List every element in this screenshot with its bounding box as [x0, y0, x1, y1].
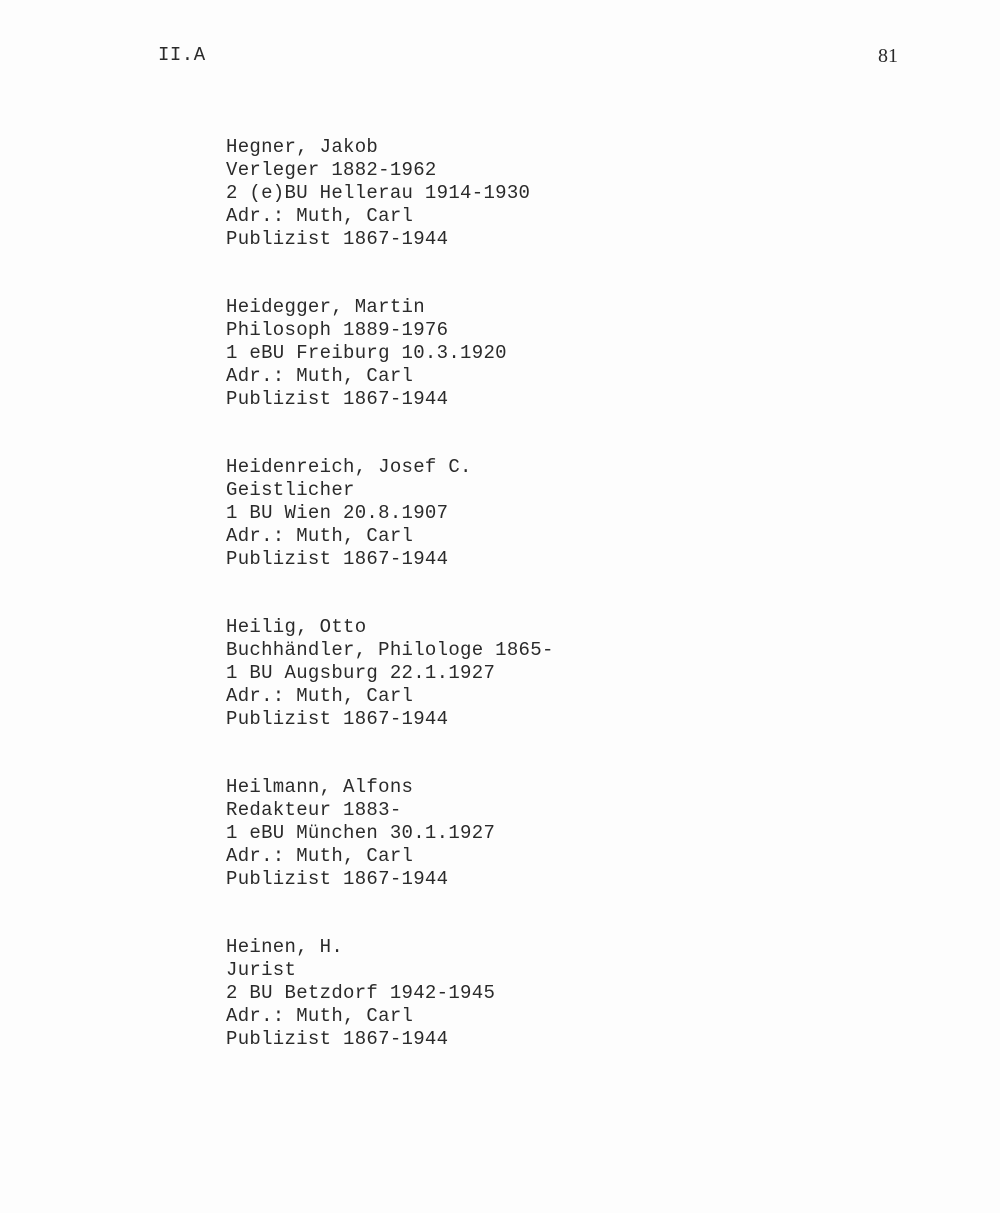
entry-name: Hegner, Jakob	[226, 136, 379, 158]
entry-profession: Philosoph 1889-1976	[226, 319, 449, 341]
entry-addressee: Adr.: Muth, Carl	[226, 685, 414, 707]
section-label: II.A	[158, 44, 206, 66]
entry-addressee-info: Publizist 1867-1944	[226, 228, 449, 250]
entry-name: Heilmann, Alfons	[226, 776, 414, 798]
entry-profession: Geistlicher	[226, 479, 355, 501]
entry-heidenreich	[226, 456, 786, 616]
page-number: 81	[878, 45, 898, 67]
entry-letters: 1 BU Wien 20.8.1907	[226, 502, 449, 524]
entry-hegner	[226, 136, 786, 296]
entry-heinen	[226, 936, 786, 1096]
entry-profession: Buchhändler, Philologe 1865-	[226, 639, 554, 661]
entry-addressee: Adr.: Muth, Carl	[226, 1005, 414, 1027]
entry-addressee: Adr.: Muth, Carl	[226, 525, 414, 547]
entry-addressee-info: Publizist 1867-1944	[226, 868, 449, 890]
entry-addressee: Adr.: Muth, Carl	[226, 205, 414, 227]
entry-heilmann	[226, 776, 786, 936]
entry-letters: 1 BU Augsburg 22.1.1927	[226, 662, 496, 684]
entry-addressee-info: Publizist 1867-1944	[226, 708, 449, 730]
entry-name: Heidegger, Martin	[226, 296, 425, 318]
entry-heidegger	[226, 296, 786, 456]
entry-letters: 1 eBU Freiburg 10.3.1920	[226, 342, 507, 364]
entry-profession: Redakteur 1883-	[226, 799, 402, 821]
entry-profession: Verleger 1882-1962	[226, 159, 437, 181]
entry-addressee-info: Publizist 1867-1944	[226, 548, 449, 570]
entry-list	[226, 136, 786, 1096]
entry-name: Heidenreich, Josef C.	[226, 456, 472, 478]
entry-name: Heinen, H.	[226, 936, 344, 958]
entry-addressee: Adr.: Muth, Carl	[226, 845, 414, 867]
entry-addressee-info: Publizist 1867-1944	[226, 1028, 449, 1050]
entry-name: Heilig, Otto	[226, 616, 367, 638]
entry-profession: Jurist	[226, 959, 297, 981]
entry-heilig	[226, 616, 786, 776]
entry-addressee-info: Publizist 1867-1944	[226, 388, 449, 410]
entry-letters: 1 eBU München 30.1.1927	[226, 822, 496, 844]
entry-letters: 2 (e)BU Hellerau 1914-1930	[226, 182, 531, 204]
entry-letters: 2 BU Betzdorf 1942-1945	[226, 982, 496, 1004]
entry-addressee: Adr.: Muth, Carl	[226, 365, 414, 387]
